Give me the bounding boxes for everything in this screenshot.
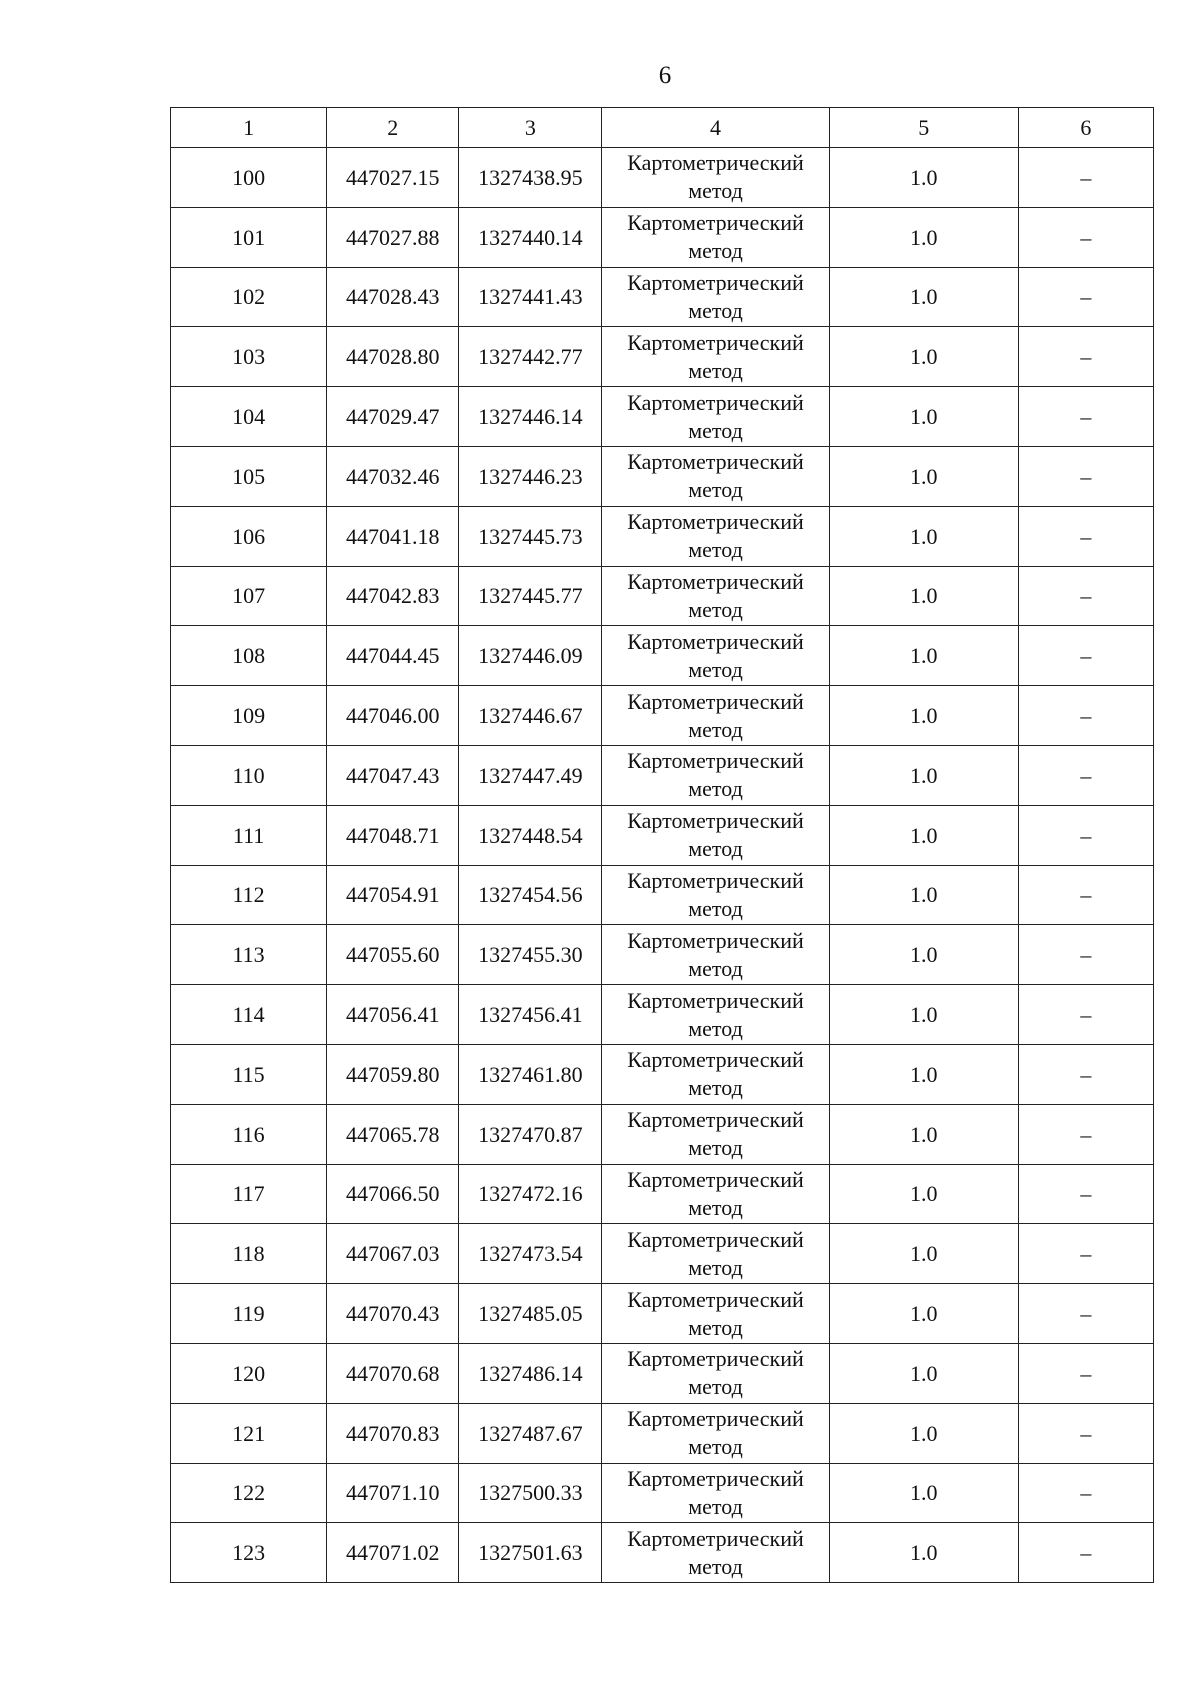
point-number-cell: 117	[171, 1164, 327, 1224]
precision-cell: 1.0	[829, 327, 1018, 387]
point-number-cell: 114	[171, 985, 327, 1045]
method-line: Картометрический	[627, 1047, 804, 1073]
description-cell: –	[1018, 865, 1153, 925]
description-cell: –	[1018, 1523, 1153, 1583]
description-cell: –	[1018, 1463, 1153, 1523]
method-cell	[602, 626, 829, 686]
table-row	[171, 148, 1154, 208]
y-coordinate-cell: 1327501.63	[459, 1523, 602, 1583]
precision-cell: 1.0	[829, 1224, 1018, 1284]
table-row	[171, 506, 1154, 566]
description-cell: –	[1018, 1044, 1153, 1104]
point-number-cell: 113	[171, 925, 327, 985]
method-text	[627, 1405, 803, 1461]
method-line: метод	[688, 1434, 743, 1460]
method-text	[627, 1166, 803, 1222]
method-cell	[602, 925, 829, 985]
precision-cell: 1.0	[829, 1284, 1018, 1344]
method-line: Картометрический	[627, 927, 804, 953]
method-cell	[602, 148, 829, 208]
description-cell: –	[1018, 626, 1153, 686]
method-line: метод	[688, 1314, 743, 1340]
method-cell	[602, 1044, 829, 1104]
method-cell	[602, 387, 829, 447]
column-header: 6	[1018, 108, 1153, 148]
x-coordinate-cell: 447046.00	[327, 686, 459, 746]
point-number-cell: 118	[171, 1224, 327, 1284]
point-number-cell: 119	[171, 1284, 327, 1344]
method-line: Картометрический	[627, 389, 804, 415]
x-coordinate-cell: 447048.71	[327, 805, 459, 865]
point-number-cell: 120	[171, 1343, 327, 1403]
method-line: Картометрический	[627, 269, 804, 295]
y-coordinate-cell: 1327473.54	[459, 1224, 602, 1284]
method-text	[627, 1046, 803, 1102]
method-text	[627, 209, 803, 265]
method-line: Картометрический	[627, 509, 804, 535]
method-line: метод	[688, 1194, 743, 1220]
precision-cell: 1.0	[829, 865, 1018, 925]
table-header-row	[171, 108, 1154, 148]
method-line: Картометрический	[627, 1465, 804, 1491]
y-coordinate-cell: 1327456.41	[459, 985, 602, 1045]
description-cell: –	[1018, 267, 1153, 327]
method-line: Картометрический	[627, 1226, 804, 1252]
description-cell: –	[1018, 207, 1153, 267]
point-number-cell: 100	[171, 148, 327, 208]
point-number-cell: 106	[171, 506, 327, 566]
description-cell: –	[1018, 446, 1153, 506]
x-coordinate-cell: 447027.15	[327, 148, 459, 208]
y-coordinate-cell: 1327455.30	[459, 925, 602, 985]
method-line: метод	[688, 1135, 743, 1161]
table-row	[171, 327, 1154, 387]
method-line: метод	[688, 417, 743, 443]
method-text	[627, 269, 803, 325]
method-cell	[602, 1164, 829, 1224]
column-header: 3	[459, 108, 602, 148]
method-text	[627, 1286, 803, 1342]
precision-cell: 1.0	[829, 1104, 1018, 1164]
point-number-cell: 112	[171, 865, 327, 925]
x-coordinate-cell: 447032.46	[327, 446, 459, 506]
method-line: метод	[688, 1374, 743, 1400]
method-line: метод	[688, 477, 743, 503]
method-line: метод	[688, 178, 743, 204]
method-cell	[602, 1523, 829, 1583]
method-line: Картометрический	[627, 449, 804, 475]
method-text	[627, 628, 803, 684]
method-text	[627, 1226, 803, 1282]
point-number-cell: 102	[171, 267, 327, 327]
method-line: Картометрический	[627, 568, 804, 594]
method-cell	[602, 1403, 829, 1463]
method-line: метод	[688, 716, 743, 742]
x-coordinate-cell: 447066.50	[327, 1164, 459, 1224]
method-cell	[602, 1463, 829, 1523]
table-row	[171, 387, 1154, 447]
x-coordinate-cell: 447028.43	[327, 267, 459, 327]
method-line: Картометрический	[627, 150, 804, 176]
table-row	[171, 1104, 1154, 1164]
method-line: метод	[688, 955, 743, 981]
precision-cell: 1.0	[829, 925, 1018, 985]
method-cell	[602, 985, 829, 1045]
point-number-cell: 103	[171, 327, 327, 387]
description-cell: –	[1018, 506, 1153, 566]
method-line: Картометрический	[627, 1406, 804, 1432]
description-cell: –	[1018, 148, 1153, 208]
method-text	[627, 747, 803, 803]
y-coordinate-cell: 1327446.23	[459, 446, 602, 506]
table-row	[171, 267, 1154, 327]
method-line: Картометрический	[627, 748, 804, 774]
table-row	[171, 1224, 1154, 1284]
method-line: метод	[688, 836, 743, 862]
method-cell	[602, 566, 829, 626]
method-text	[627, 1465, 803, 1521]
description-cell: –	[1018, 985, 1153, 1045]
point-number-cell: 107	[171, 566, 327, 626]
table-row	[171, 686, 1154, 746]
point-number-cell: 108	[171, 626, 327, 686]
x-coordinate-cell: 447054.91	[327, 865, 459, 925]
y-coordinate-cell: 1327500.33	[459, 1463, 602, 1523]
method-line: метод	[688, 297, 743, 323]
method-line: Картометрический	[627, 987, 804, 1013]
table-row	[171, 207, 1154, 267]
y-coordinate-cell: 1327447.49	[459, 745, 602, 805]
method-line: Картометрический	[627, 1286, 804, 1312]
point-number-cell: 116	[171, 1104, 327, 1164]
x-coordinate-cell: 447042.83	[327, 566, 459, 626]
x-coordinate-cell: 447071.02	[327, 1523, 459, 1583]
column-header: 2	[327, 108, 459, 148]
method-line: метод	[688, 895, 743, 921]
table-row	[171, 1164, 1154, 1224]
method-cell	[602, 1343, 829, 1403]
point-number-cell: 122	[171, 1463, 327, 1523]
description-cell: –	[1018, 387, 1153, 447]
table-row	[171, 865, 1154, 925]
method-text	[627, 329, 803, 385]
method-cell	[602, 327, 829, 387]
y-coordinate-cell: 1327448.54	[459, 805, 602, 865]
description-cell: –	[1018, 1224, 1153, 1284]
x-coordinate-cell: 447047.43	[327, 745, 459, 805]
description-cell: –	[1018, 1164, 1153, 1224]
y-coordinate-cell: 1327461.80	[459, 1044, 602, 1104]
x-coordinate-cell: 447065.78	[327, 1104, 459, 1164]
method-line: Картометрический	[627, 210, 804, 236]
y-coordinate-cell: 1327438.95	[459, 148, 602, 208]
method-cell	[602, 446, 829, 506]
precision-cell: 1.0	[829, 686, 1018, 746]
method-line: Картометрический	[627, 1346, 804, 1372]
description-cell: –	[1018, 1403, 1153, 1463]
table-row	[171, 985, 1154, 1045]
method-line: Картометрический	[627, 1166, 804, 1192]
method-line: метод	[688, 238, 743, 264]
precision-cell: 1.0	[829, 207, 1018, 267]
page-number: 6	[658, 62, 672, 89]
method-text	[627, 1106, 803, 1162]
column-header: 1	[171, 108, 327, 148]
method-cell	[602, 1284, 829, 1344]
table-row	[171, 1523, 1154, 1583]
point-number-cell: 115	[171, 1044, 327, 1104]
method-line: метод	[688, 537, 743, 563]
x-coordinate-cell: 447059.80	[327, 1044, 459, 1104]
method-text	[627, 508, 803, 564]
method-line: метод	[688, 776, 743, 802]
method-text	[627, 448, 803, 504]
method-line: метод	[688, 1254, 743, 1280]
method-line: Картометрический	[627, 688, 804, 714]
description-cell: –	[1018, 327, 1153, 387]
y-coordinate-cell: 1327454.56	[459, 865, 602, 925]
method-text	[627, 867, 803, 923]
method-cell	[602, 506, 829, 566]
method-line: метод	[688, 1493, 743, 1519]
table-row	[171, 566, 1154, 626]
precision-cell: 1.0	[829, 148, 1018, 208]
point-number-cell: 123	[171, 1523, 327, 1583]
description-cell: –	[1018, 925, 1153, 985]
y-coordinate-cell: 1327486.14	[459, 1343, 602, 1403]
precision-cell: 1.0	[829, 1523, 1018, 1583]
method-line: Картометрический	[627, 1525, 804, 1551]
method-line: Картометрический	[627, 808, 804, 834]
precision-cell: 1.0	[829, 446, 1018, 506]
point-number-cell: 121	[171, 1403, 327, 1463]
y-coordinate-cell: 1327472.16	[459, 1164, 602, 1224]
table-row	[171, 446, 1154, 506]
method-text	[627, 927, 803, 983]
table-row	[171, 1343, 1154, 1403]
method-cell	[602, 865, 829, 925]
precision-cell: 1.0	[829, 267, 1018, 327]
method-text	[627, 568, 803, 624]
table-row	[171, 1284, 1154, 1344]
point-number-cell: 105	[171, 446, 327, 506]
column-header: 5	[829, 108, 1018, 148]
method-cell	[602, 745, 829, 805]
precision-cell: 1.0	[829, 745, 1018, 805]
method-text	[627, 389, 803, 445]
precision-cell: 1.0	[829, 805, 1018, 865]
y-coordinate-cell: 1327442.77	[459, 327, 602, 387]
method-line: метод	[688, 1075, 743, 1101]
method-line: Картометрический	[627, 1107, 804, 1133]
precision-cell: 1.0	[829, 1044, 1018, 1104]
y-coordinate-cell: 1327440.14	[459, 207, 602, 267]
method-cell	[602, 1104, 829, 1164]
point-number-cell: 101	[171, 207, 327, 267]
point-number-cell: 104	[171, 387, 327, 447]
precision-cell: 1.0	[829, 1463, 1018, 1523]
precision-cell: 1.0	[829, 387, 1018, 447]
table-row	[171, 925, 1154, 985]
y-coordinate-cell: 1327485.05	[459, 1284, 602, 1344]
x-coordinate-cell: 447055.60	[327, 925, 459, 985]
x-coordinate-cell: 447029.47	[327, 387, 459, 447]
y-coordinate-cell: 1327487.67	[459, 1403, 602, 1463]
x-coordinate-cell: 447067.03	[327, 1224, 459, 1284]
x-coordinate-cell: 447070.68	[327, 1343, 459, 1403]
precision-cell: 1.0	[829, 626, 1018, 686]
x-coordinate-cell: 447056.41	[327, 985, 459, 1045]
description-cell: –	[1018, 1104, 1153, 1164]
coordinates-table	[170, 107, 1154, 1583]
y-coordinate-cell: 1327446.67	[459, 686, 602, 746]
precision-cell: 1.0	[829, 566, 1018, 626]
x-coordinate-cell: 447070.83	[327, 1403, 459, 1463]
method-line: Картометрический	[627, 329, 804, 355]
method-text	[627, 149, 803, 205]
table-row	[171, 1044, 1154, 1104]
precision-cell: 1.0	[829, 506, 1018, 566]
table-row	[171, 626, 1154, 686]
y-coordinate-cell: 1327445.77	[459, 566, 602, 626]
description-cell: –	[1018, 686, 1153, 746]
y-coordinate-cell: 1327441.43	[459, 267, 602, 327]
method-text	[627, 807, 803, 863]
precision-cell: 1.0	[829, 1403, 1018, 1463]
point-number-cell: 109	[171, 686, 327, 746]
method-cell	[602, 686, 829, 746]
description-cell: –	[1018, 566, 1153, 626]
y-coordinate-cell: 1327446.09	[459, 626, 602, 686]
method-cell	[602, 207, 829, 267]
table-row	[171, 745, 1154, 805]
x-coordinate-cell: 447028.80	[327, 327, 459, 387]
point-number-cell: 111	[171, 805, 327, 865]
table-row	[171, 805, 1154, 865]
method-text	[627, 688, 803, 744]
method-line: метод	[688, 1015, 743, 1041]
x-coordinate-cell: 447070.43	[327, 1284, 459, 1344]
point-number-cell: 110	[171, 745, 327, 805]
y-coordinate-cell: 1327446.14	[459, 387, 602, 447]
method-cell	[602, 1224, 829, 1284]
description-cell: –	[1018, 805, 1153, 865]
table-row	[171, 1463, 1154, 1523]
method-text	[627, 1525, 803, 1581]
y-coordinate-cell: 1327470.87	[459, 1104, 602, 1164]
precision-cell: 1.0	[829, 1343, 1018, 1403]
description-cell: –	[1018, 1343, 1153, 1403]
x-coordinate-cell: 447071.10	[327, 1463, 459, 1523]
description-cell: –	[1018, 745, 1153, 805]
precision-cell: 1.0	[829, 985, 1018, 1045]
method-text	[627, 1345, 803, 1401]
method-line: метод	[688, 357, 743, 383]
y-coordinate-cell: 1327445.73	[459, 506, 602, 566]
method-line: Картометрический	[627, 867, 804, 893]
x-coordinate-cell: 447044.45	[327, 626, 459, 686]
description-cell: –	[1018, 1284, 1153, 1344]
method-line: метод	[688, 1553, 743, 1579]
method-cell	[602, 805, 829, 865]
x-coordinate-cell: 447027.88	[327, 207, 459, 267]
method-line: Картометрический	[627, 628, 804, 654]
method-line: метод	[688, 656, 743, 682]
x-coordinate-cell: 447041.18	[327, 506, 459, 566]
table-row	[171, 1403, 1154, 1463]
precision-cell: 1.0	[829, 1164, 1018, 1224]
method-line: метод	[688, 596, 743, 622]
column-header: 4	[602, 108, 829, 148]
method-text	[627, 987, 803, 1043]
method-cell	[602, 267, 829, 327]
